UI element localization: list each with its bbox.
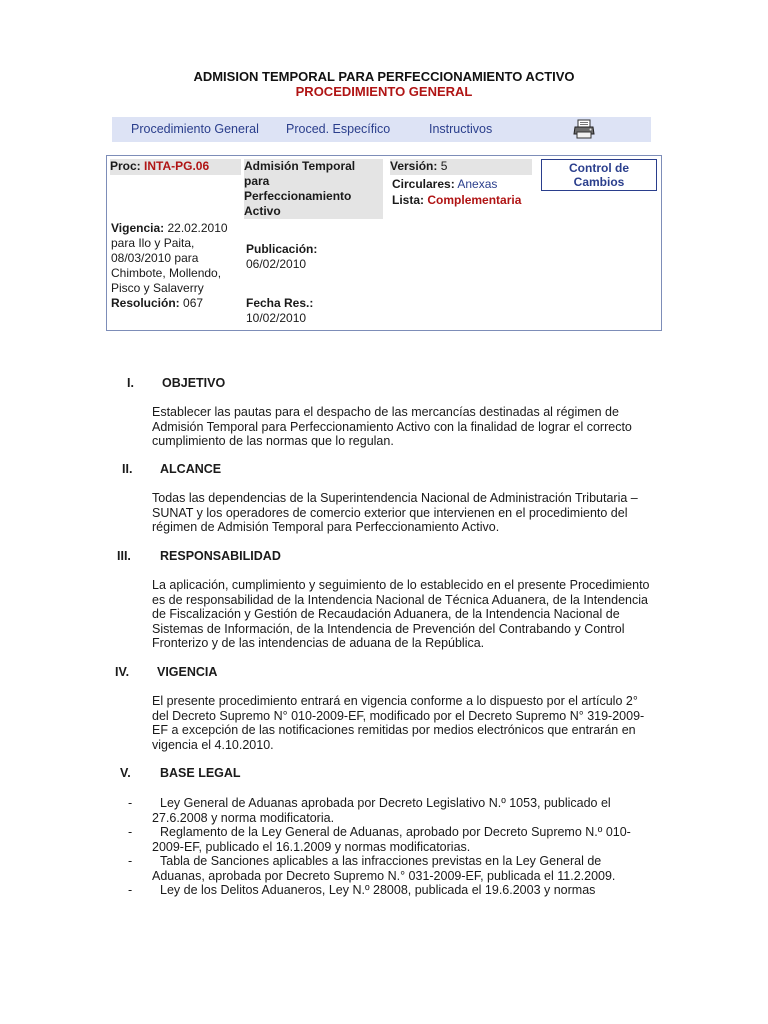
base-legal-item xyxy=(152,883,640,898)
paragraph-line: SUNAT y los operadores de comercio exterior que intervienen en el procedimiento del xyxy=(152,505,628,520)
bullet-dash: - xyxy=(128,825,133,839)
vigencia-line: Pisco y Salaverry xyxy=(111,281,204,295)
fecha-res-cell xyxy=(246,296,386,326)
lista-row xyxy=(392,193,542,208)
paragraph-line: Establecer las pautas para el despacho de las mercancías destinadas al régimen de xyxy=(152,405,619,419)
proc-label: Proc: xyxy=(110,159,141,173)
bullet-dash: - xyxy=(128,854,133,868)
publicacion-label: Publicación: xyxy=(246,242,318,256)
document-subtitle: PROCEDIMIENTO GENERAL xyxy=(295,84,473,99)
section-number: III. xyxy=(117,549,131,563)
control-label-line: Control de xyxy=(569,161,629,175)
bullet-dash: - xyxy=(128,796,133,810)
document-title: ADMISION TEMPORAL PARA PERFECCIONAMIENTO ACTIVO xyxy=(193,69,575,84)
procedure-name-line: Admisión Temporal xyxy=(244,159,356,173)
vigencia-line: Chimbote, Mollendo, xyxy=(111,266,222,280)
base-legal-item xyxy=(152,796,640,825)
procedure-nav-bar xyxy=(112,117,651,142)
paragraph-line: Admisión Temporal para Perfeccionamiento Activo con la finalidad de lograr el correcto xyxy=(152,419,632,434)
paragraph-line: vigencia el 4.10.2010. xyxy=(152,737,274,752)
lista-label: Lista: xyxy=(392,193,425,207)
paragraph-line: es de responsabilidad de la Intendencia Nacional de Técnica Aduanera, de la Intendencia xyxy=(152,592,648,607)
section-number: V. xyxy=(120,766,131,780)
paragraph-line: de Fiscalización y Gestión de Recaudación Aduanera, de la Intendencia Nacional de xyxy=(152,607,620,622)
bullet-dash: - xyxy=(128,883,133,897)
section-title: BASE LEGAL xyxy=(160,766,241,780)
paragraph-line: del Decreto Supremo N° 010-2009-EF, modificado por el Decreto Supremo N° 319-2009- xyxy=(152,708,645,723)
bullet-line: Ley de los Delitos Aduaneros, Ley N.º 28008, publicada el 19.6.2003 y normas xyxy=(160,883,596,897)
version-cell xyxy=(390,159,532,175)
paragraph-line: régimen de Admisión Temporal para Perfeccionamiento Activo. xyxy=(152,520,500,535)
circulares-row xyxy=(392,177,537,192)
vigencia-label: Vigencia: xyxy=(111,221,165,235)
resolucion-label: Resolución: xyxy=(111,296,180,310)
paragraph-line: La aplicación, cumplimiento y seguimiento de lo establecido en el presente Procedimiento xyxy=(152,578,650,592)
control-de-cambios-button[interactable] xyxy=(541,159,657,191)
paragraph-line: El presente procedimiento entrará en vigencia conforme a lo dispuesto por el artículo 2° xyxy=(152,694,638,708)
publicacion-cell xyxy=(246,242,386,272)
section-paragraph xyxy=(152,694,652,752)
base-legal-item xyxy=(152,854,640,883)
proc-code: INTA-PG.06 xyxy=(144,159,210,173)
bullet-line: Aduanas, aprobada por Decreto Supremo N.° 031-2009-EF, publicada el 11.2.2009. xyxy=(152,868,616,883)
paragraph-line: Todas las dependencias de la Superintendencia Nacional de Administración Tributaria – xyxy=(152,491,638,505)
proc-cell xyxy=(110,159,241,175)
resolucion-cell xyxy=(111,296,241,311)
circulares-label: Circulares: xyxy=(392,177,455,191)
section-title: RESPONSABILIDAD xyxy=(160,549,281,563)
procedure-name-cell xyxy=(244,159,383,219)
bullet-line: 2009-EF, publicado el 16.1.2009 y normas modificatorias. xyxy=(152,839,471,854)
resolucion-value: 067 xyxy=(183,296,204,310)
section-title: OBJETIVO xyxy=(162,376,226,390)
vigencia-line: para Ilo y Paita, xyxy=(111,236,195,250)
bullet-line: Reglamento de la Ley General de Aduanas, aprobado por Decreto Supremo N.º 010- xyxy=(160,825,631,839)
fecha-res-value: 10/02/2010 xyxy=(246,311,307,325)
section-title: ALCANCE xyxy=(160,462,222,476)
bullet-line: 27.6.2008 y norma modificatoria. xyxy=(152,810,335,825)
paragraph-line: Sistemas de Información, de la Intendencia de Prevención del Contrabando y Control xyxy=(152,621,625,636)
procedure-info-box xyxy=(106,155,662,331)
section-paragraph xyxy=(152,578,652,651)
paragraph-line: cumplimiento de las normas que lo regulan. xyxy=(152,434,394,449)
section-paragraph xyxy=(152,491,652,535)
section-number: II. xyxy=(122,462,133,476)
paragraph-line: Fronterizo y de las intendencias de aduana de la República. xyxy=(152,636,485,651)
printer-icon[interactable] xyxy=(573,119,595,139)
section-number: IV. xyxy=(115,665,130,679)
base-legal-item xyxy=(152,825,640,854)
nav-link-instructivos[interactable]: Instructivos xyxy=(429,122,493,136)
paragraph-line: EF a excepción de las notificaciones remitidas por medios electrónicos que entrarán en xyxy=(152,723,636,738)
circulares-link[interactable]: Anexas xyxy=(457,177,498,191)
nav-link-especifico[interactable]: Proced. Específico xyxy=(286,122,391,136)
lista-value[interactable]: Complementaria xyxy=(427,193,522,207)
vigencia-line: 08/03/2010 para xyxy=(111,251,199,265)
procedure-name-line: Perfeccionamiento xyxy=(244,189,352,203)
version-value: 5 xyxy=(440,159,448,173)
section-number: I. xyxy=(127,376,134,390)
section-title: VIGENCIA xyxy=(157,665,218,679)
nav-link-general[interactable]: Procedimiento General xyxy=(131,122,259,136)
procedure-name-line: Activo xyxy=(244,204,281,218)
control-label-line: Cambios xyxy=(573,175,625,189)
procedure-name-line: para xyxy=(244,174,270,188)
publicacion-value: 06/02/2010 xyxy=(246,257,307,271)
bullet-line: Tabla de Sanciones aplicables a las infracciones previstas en la Ley General de xyxy=(160,854,602,868)
version-label: Versión: xyxy=(390,159,438,173)
vigencia-line: 22.02.2010 xyxy=(167,221,228,235)
bullet-line: Ley General de Aduanas aprobada por Decreto Legislativo N.º 1053, publicado el xyxy=(160,796,611,810)
section-paragraph xyxy=(152,405,652,449)
fecha-res-label: Fecha Res.: xyxy=(246,296,314,310)
vigencia-cell xyxy=(111,221,241,296)
